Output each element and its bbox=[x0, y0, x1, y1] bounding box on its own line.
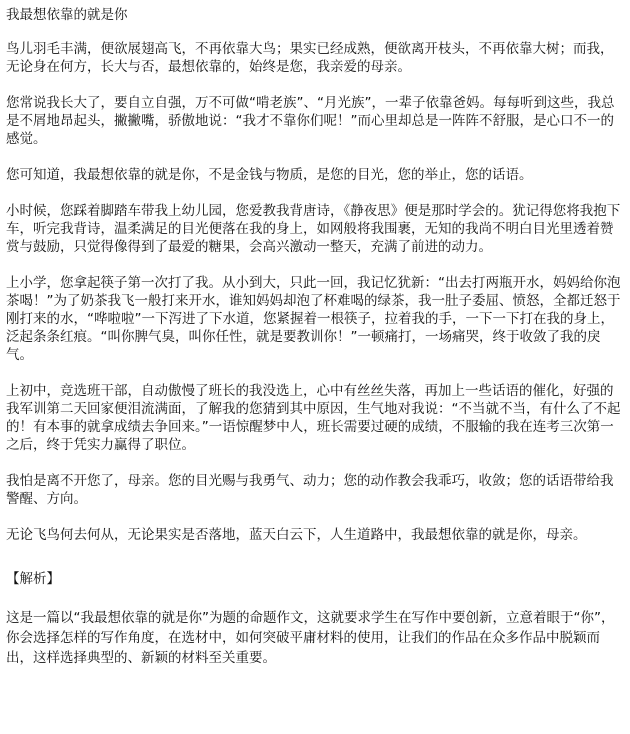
essay-paragraph-6: 上初中，竞选班干部，自动傲慢了班长的我没选上，心中有丝丝失落，再加上一些话语的催化，好强的我军训第二天回家便泪流满面，了解我的您猜到其中原因，生气地对我说：“不当就不当，有什么了不起的！有本事的就拿成绩去争回来。”一语惊醒梦中人，班长需要过硬的成绩，不服输的我在连考三次第一之后，终于凭实力赢得了职位。 bbox=[6, 383, 621, 453]
essay-paragraph-7: 我怕是离不开您了，母亲。您的目光赐与我勇气、动力；您的动作教会我乖巧，收敛；您的话语带给我警醒、方向。 bbox=[6, 473, 614, 507]
essay-title: 我最想依靠的就是你 bbox=[6, 7, 128, 23]
analysis-body: 这是一篇以“我最想依靠的就是你”为题的命题作文，这就要求学生在写作中要创新，立意着眼于“你”，你会选择怎样的写作角度，在选材中，如何突破平庸材料的使用，让我们的作品在众多作品中脱颖而出，这样选择典型的、新颖的材料至关重要。 bbox=[6, 610, 615, 666]
essay-paragraph-5: 上小学，您拿起筷子第一次打了我。从小到大，只此一回，我记忆犹新：“出去打两瓶开水，妈妈给你泡茶喝！”为了奶茶我飞一般打来开水，谁知妈妈却泡了杯难喝的绿茶，我一肚子委屈、愤怒，全都迁怒于刚打来的水，“哗啦啦”一下泻进了下水道，您紧握着一根筷子，拉着我的手，一下一下打在我的身上，泛起条条红痕。“叫你脾气臭，叫你任性，就是要教训你！”一顿痛打，一场痛哭，终于收敛了我的戾气。 bbox=[6, 275, 621, 363]
essay-paragraph-3: 您可知道，我最想依靠的就是你，不是金钱与物质，是您的目光，您的举止，您的话语。 bbox=[6, 167, 533, 183]
essay-paragraph-2: 您常说我长大了，要自立自强，万不可做“啃老族”、“月光族”，一辈子依靠爸妈。每每听到这些，我总是不屑地昂起头，撇撇嘴，骄傲地说：“我才不靠你们呢！”而心里却总是一阵阵不舒服，是心口不一的感觉。 bbox=[6, 95, 615, 147]
essay-paragraph-1: 鸟儿羽毛丰满，便欲展翅高飞，不再依靠大鸟；果实已经成熟，便欲离开枝头，不再依靠大树；而我，无论身在何方，长大与否，最想依靠的，始终是您，我亲爱的母亲。 bbox=[6, 41, 614, 75]
analysis-heading: 【解析】 bbox=[6, 571, 60, 587]
document-page bbox=[6, 6, 626, 668]
essay-paragraph-4: 小时候，您踩着脚踏车带我上幼儿园，您爱教我背唐诗，《静夜思》便是那时学会的。犹记得您将我抱下车，听完我背诗，温柔满足的目光便落在我的身上，如网般将我围裹，无知的我尚不明白目光里透着赞赏与鼓励，只觉得像得到了最爱的糖果，会高兴激动一整天，充满了前进的动力。 bbox=[6, 203, 621, 255]
essay-paragraph-8: 无论飞鸟何去何从，无论果实是否落地，蓝天白云下，人生道路中，我最想依靠的就是你，母亲。 bbox=[6, 527, 587, 543]
